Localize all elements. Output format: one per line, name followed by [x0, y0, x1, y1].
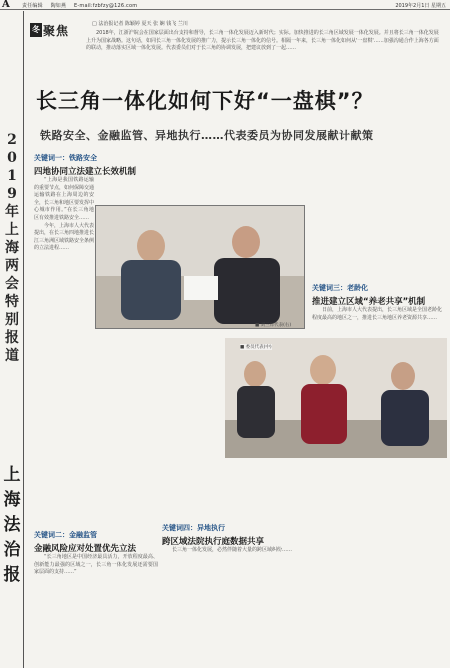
special-report-title: 2019年上海两会特别报道 [5, 132, 19, 364]
editor-name: 陶如燕 [50, 3, 67, 9]
subheadline: 铁路安全、金融监管、异地执行……代表委员为协同发展献计献策 [40, 129, 374, 142]
section-title: 推进建立区域“养老共享”机制 [312, 297, 426, 307]
badge-label: 聚焦 [43, 23, 70, 38]
header-meta [22, 2, 143, 9]
byline: □ 法治报记者 陈颖婷 夏天 张 娴 钱飞 兰川 [92, 21, 188, 27]
email-text: E-mail:fzbfzy@126.com [74, 3, 138, 9]
section-paragraph: 日前，上海市人大代表提出，长三角区域是全国老龄化程度最高的地区之一，推进长三角地区养老资源共享…… [312, 307, 443, 321]
section-title: 金融风险应对处置优先立法 [34, 544, 137, 554]
section-kicker: 关键词三：老龄化 [312, 284, 368, 292]
section-paragraph: 长三角一体化发展，必然伴随着大量的跨区域纠纷…… [172, 547, 293, 553]
photo-committee-members [225, 338, 447, 458]
photo-illustration [96, 206, 305, 329]
intro-paragraph: 2018年，江浙沪皖会在国家层面出台支持和督导，长三角一体化发展迈入新时代；实际。加快推进的长三角区域发展一体化发展。并且将长三角一体化发展上升为国家战略。这句话，如同长三角一体化发展的推广力，提示长三角一体化的信号。相隔一年来，长三角一体化如何从'一盘棋'……加强沟通合作上海各方面的联动，推动落实区域一体化发展。代表委员们对于长三角的协调发展，把建议放到了一起…… [86, 30, 439, 52]
newspaper-brand: 上海法治报 [3, 465, 21, 585]
section-title: 四地协同立法建立长效机制 [34, 167, 137, 177]
section-elderly [312, 283, 442, 322]
section-kicker: 关键词二：金融监管 [34, 531, 97, 539]
photo-caption: ■ 刘三岸代表(右) [255, 323, 292, 328]
section-label: 责任编辑 [22, 3, 43, 9]
photo-caption: ■ 委员代表(中) [240, 345, 272, 350]
photo-delegates-meeting [95, 205, 305, 329]
section-paragraph: “上海是我国铁路运输的重要节点，如何保障交通运输铁路在上海周边的安全，长三角和地区要发挥中心城市作用。”在长三角地区有效推进铁路安全…… [34, 177, 95, 221]
side-banner [0, 11, 24, 668]
page-header [0, 0, 450, 10]
badge-icon: 冬 [30, 23, 42, 37]
section-execution [162, 523, 302, 555]
photo-illustration [225, 338, 447, 458]
section-paragraph: 今年，上海市人大代表提出，在长三角四地推进长江三角洲区域铁路安全条例的立法进程…… [34, 222, 95, 252]
section-finance [34, 530, 158, 577]
section-paragraph: “长三角地区是中国经济最具活力，开放程度最高、创新能力最强的区域之一，长三角一体化发展还需要国家层面的支持……” [34, 554, 158, 576]
issue-date: 2019年2月1日 星期五 [395, 3, 446, 9]
page-letter: A [2, 0, 10, 10]
section-title: 跨区域法院执行庭数据共享 [162, 537, 265, 547]
section-kicker: 关键词四：异地执行 [162, 524, 225, 532]
focus-badge [30, 20, 74, 40]
section-kicker: 关键词一：铁路安全 [34, 154, 97, 162]
main-headline: 长三角一体化如何下好“一盘棋”？ [36, 89, 374, 113]
